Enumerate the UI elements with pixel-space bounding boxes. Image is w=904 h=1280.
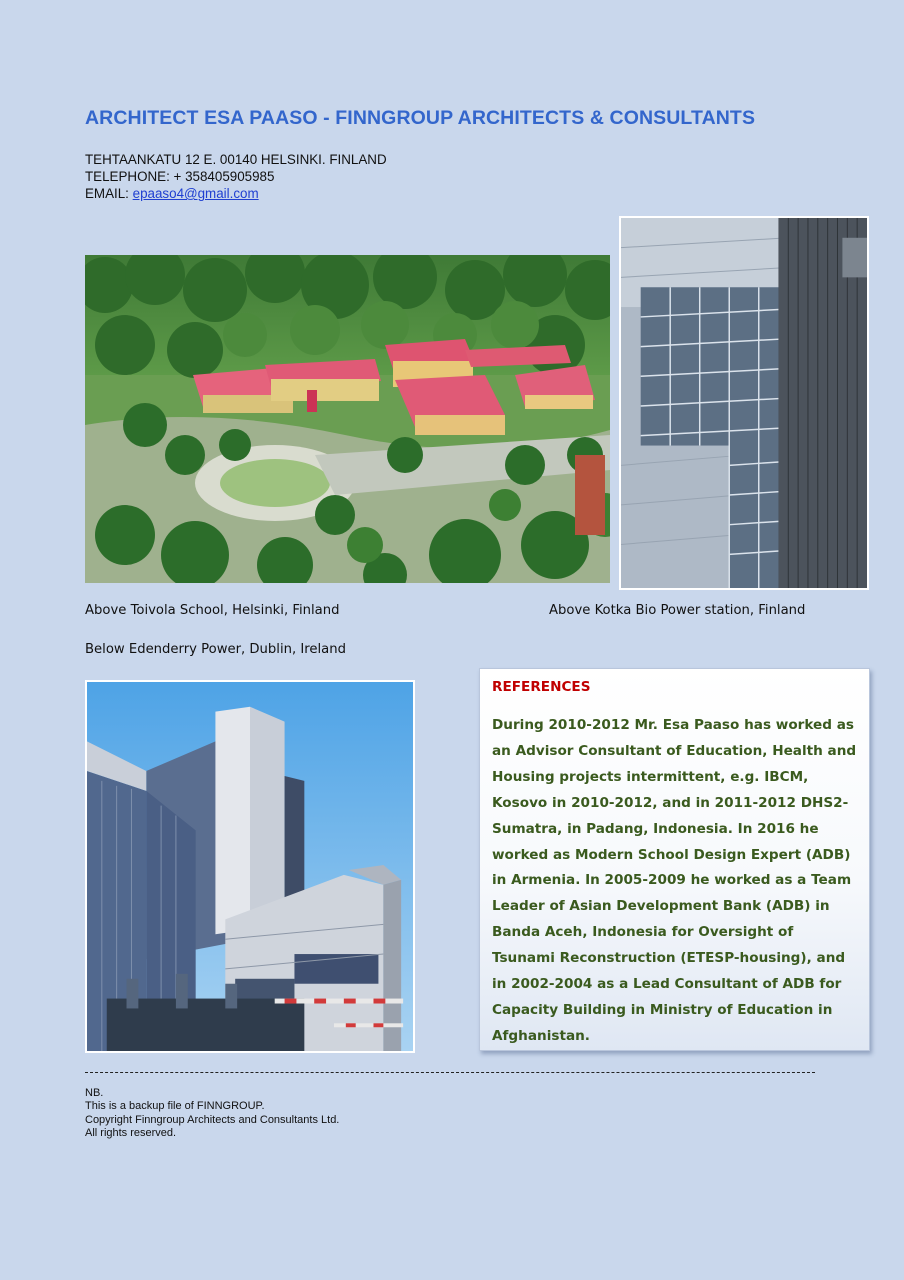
references-body: During 2010-2012 Mr. Esa Paaso has worked as an Advisor Consultant of Education, Health and Housing projects intermittent, e.g. IBCM, Kosovo in 2010-2012, and in 2011-2012 DHS2-Sumatra, in Padang, Indonesia. In 2016 he worked as Modern School Design Expert (ADB) in Armenia. In 2005-2009 he worked as a Team Leader of Asian Development Bank (ADB) in Banda Aceh, Indonesia for Oversight of Tsunami Reconstruction (ETESP-housing), and in 2002-2004 as a Lead Consultant of ADB for Capacity Building in Ministry of Education in Afghanistan. (492, 717, 857, 1044)
page-title: ARCHITECT ESA PAASO - FINNGROUP ARCHITECTS & CONSULTANTS (85, 107, 756, 129)
footer-notes (85, 1087, 339, 1140)
references-box (479, 668, 870, 1051)
address-line: TEHTAANKATU 12 E. 00140 HELSINKI. FINLAND (85, 152, 387, 167)
caption-toivola-school: Above Toivola School, Helsinki, Finland (85, 603, 340, 618)
kotka-power-station-photo (619, 216, 869, 590)
footer-nb: NB. (85, 1087, 104, 1099)
contact-block (85, 151, 387, 202)
caption-kotka-power-station: Above Kotka Bio Power station, Finland (549, 603, 806, 618)
footer-line-3: All rights reserved. (85, 1126, 177, 1139)
caption-edenderry-power: Below Edenderry Power, Dublin, Ireland (85, 642, 346, 657)
edenderry-power-photo (85, 680, 415, 1053)
footer-divider (85, 1072, 815, 1073)
telephone-line: TELEPHONE: + 358405905985 (85, 169, 275, 184)
email-line (85, 185, 387, 202)
footer-line-2: Copyright Finngroup Architects and Consultants Ltd. (85, 1113, 340, 1126)
email-link[interactable]: epaaso4@gmail.com (132, 186, 259, 201)
references-title: REFERENCES (492, 679, 591, 695)
toivola-school-photo (85, 255, 610, 583)
email-label: EMAIL: (85, 186, 133, 201)
footer-line-1: This is a backup file of FINNGROUP. (85, 1100, 265, 1113)
